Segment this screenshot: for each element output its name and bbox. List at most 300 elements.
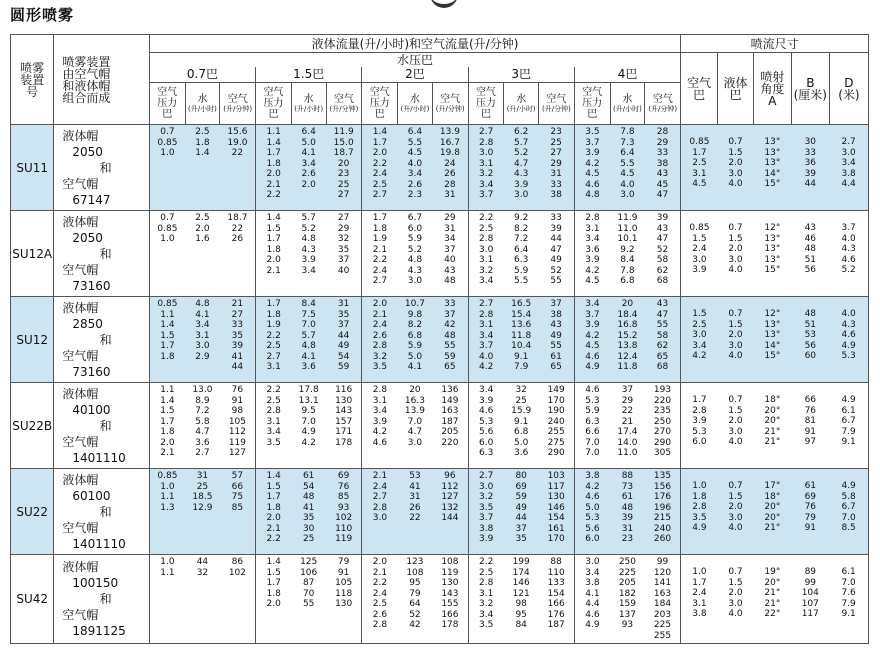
table-cell: 1.7 <box>266 299 281 309</box>
table-cell: 163 <box>653 588 672 599</box>
table-cell: 13.8 <box>617 341 638 351</box>
table-cell: 4.2 <box>479 362 494 372</box>
table-cell: 22 <box>409 513 421 523</box>
table-cell: 4.3 <box>301 244 316 255</box>
table-cell: 29 <box>337 223 350 234</box>
table-cell: 203 <box>653 609 672 620</box>
table-cell: 7.0 <box>841 577 856 588</box>
table-cell: 87 <box>302 578 315 588</box>
table-row <box>11 555 869 644</box>
table-cell: 4.4 <box>841 179 856 189</box>
table-cell: 59 <box>515 492 527 502</box>
table-cell: 56 <box>804 340 817 351</box>
value-column <box>829 555 868 644</box>
table-cell: 6.4 <box>620 148 635 158</box>
table-cell: 58 <box>656 330 669 341</box>
dim-b-header-line: B <box>806 75 815 90</box>
table-cell: 62 <box>656 341 669 351</box>
table-cell: 25 <box>302 534 315 544</box>
table-cell: 6.1 <box>841 405 856 416</box>
table-cell: 161 <box>547 523 565 534</box>
table-cell: 2.7 <box>372 190 388 200</box>
table-cell: 3.9 <box>479 395 494 406</box>
table-cell: 13.1 <box>298 395 319 406</box>
table-cell: 3.9 <box>514 179 529 190</box>
table-cell: 205 <box>441 427 459 437</box>
table-cell: 4.8 <box>195 299 210 309</box>
table-cell: 39 <box>621 513 634 523</box>
value-column <box>468 297 504 383</box>
value-column <box>256 125 292 211</box>
table-cell: 29 <box>656 137 669 148</box>
desc-header <box>54 35 149 125</box>
table-cell: 1.5 <box>692 233 707 244</box>
table-cell: 225 <box>618 567 637 578</box>
table-cell: 35 <box>302 513 315 523</box>
table-cell: 130 <box>547 492 565 502</box>
table-cell: 119 <box>441 567 459 578</box>
value-column <box>432 383 468 469</box>
table-cell: 4.6 <box>841 254 856 265</box>
table-cell: 2.5 <box>692 319 707 330</box>
table-cell: 18° <box>764 491 781 502</box>
table-cell: 6.0 <box>407 223 423 234</box>
table-cell: 3.9 <box>479 534 494 544</box>
table-cell: 21° <box>764 437 781 447</box>
table-cell: 1.7 <box>160 416 175 427</box>
table-cell: 18.5 <box>192 492 213 502</box>
value-column <box>468 211 504 297</box>
table-cell: 7.0 <box>301 320 316 330</box>
value-column <box>645 125 681 211</box>
description-line: 液体帽 <box>62 214 99 229</box>
table-cell: 3.5 <box>479 502 494 513</box>
table-cell: 1.4 <box>266 557 281 567</box>
table-cell: 0.85 <box>689 223 710 233</box>
table-cell: 51 <box>804 254 817 265</box>
table-cell: 4.1 <box>585 588 600 599</box>
table-cell: 97 <box>804 437 817 447</box>
table-cell: 3.4 <box>301 265 316 276</box>
table-cell: 5.2 <box>301 223 316 234</box>
table-cell: 2.8 <box>585 213 600 223</box>
table-cell: 9.2 <box>514 213 529 223</box>
table-cell: 53 <box>409 471 421 481</box>
table-cell: 9.5 <box>301 406 316 416</box>
table-cell: 86 <box>231 557 244 567</box>
table-cell: 1.8 <box>372 223 388 234</box>
table-cell: 1.5 <box>266 481 281 492</box>
table-cell: 2.1 <box>160 448 175 458</box>
table-cell: 69 <box>337 471 350 481</box>
table-cell: 4.0 <box>620 179 635 190</box>
air-pressure-subheader-line: 巴 <box>374 109 385 120</box>
value-column <box>645 297 681 383</box>
table-cell: 43 <box>444 265 456 276</box>
table-cell: 35 <box>515 534 527 544</box>
description-line: 100150 <box>72 576 119 590</box>
table-cell: 16.8 <box>617 320 638 330</box>
dim-d-header-line: (米) <box>838 87 860 102</box>
value-column <box>610 297 645 383</box>
table-cell: 6.8 <box>407 330 423 341</box>
value-column <box>256 555 292 644</box>
table-cell: 1.7 <box>692 147 707 158</box>
table-row <box>11 211 869 297</box>
table-cell: 0.85 <box>157 137 178 148</box>
table-cell: 84 <box>515 620 527 630</box>
table-cell: 3.5 <box>479 620 494 630</box>
value-column <box>829 383 868 469</box>
table-cell: 3.2 <box>479 169 494 179</box>
table-cell: 4.8 <box>301 234 316 244</box>
table-cell: 2.7 <box>266 351 281 362</box>
table-cell: 43 <box>656 299 669 309</box>
value-column <box>681 469 718 555</box>
description-line: 60100 <box>72 488 111 503</box>
table-cell: 1.5 <box>728 319 743 330</box>
table-cell: 8.4 <box>620 255 635 265</box>
table-cell: 4.2 <box>692 351 707 361</box>
value-column <box>220 555 256 644</box>
value-column <box>718 211 754 297</box>
table-cell: 96 <box>444 471 456 481</box>
table-cell: 4.0 <box>728 437 743 447</box>
table-cell: 31 <box>621 523 634 534</box>
table-cell: 16.3 <box>404 395 425 406</box>
table-cell: 6.3 <box>479 448 494 458</box>
airflow-label: 空气 <box>333 93 354 105</box>
table-cell: 12.9 <box>192 502 213 513</box>
table-cell: 3.4 <box>479 609 494 620</box>
table-cell: 2.0 <box>266 255 281 265</box>
value-column <box>645 211 681 297</box>
table-cell: 10.1 <box>617 234 638 244</box>
table-cell: 178 <box>335 437 353 448</box>
table-cell: 91 <box>337 567 350 578</box>
table-cell: 143 <box>441 588 459 599</box>
dim-air-header-line: 空气 <box>687 75 712 90</box>
table-cell: 3.6 <box>301 362 316 372</box>
table-cell: 0.7 <box>728 395 743 405</box>
table-cell: 1.4 <box>372 127 388 137</box>
table-cell: 42 <box>409 620 421 630</box>
assembly-description <box>54 297 149 383</box>
table-cell: 4.9 <box>692 523 707 533</box>
table-cell: 107 <box>801 598 819 609</box>
table-cell: 13.0 <box>192 385 213 395</box>
water-unit: (升/小时) <box>613 104 642 113</box>
table-cell: 0.85 <box>157 299 178 309</box>
value-column <box>468 125 504 211</box>
table-cell: 2.8 <box>692 405 707 416</box>
table-cell: 144 <box>441 513 459 523</box>
table-cell: 130 <box>441 578 459 588</box>
table-cell: 17.8 <box>298 385 319 395</box>
table-cell: 13° <box>764 244 781 254</box>
table-cell: 4.0 <box>728 265 743 275</box>
table-cell: 3.6 <box>585 244 600 255</box>
table-cell: 2.0 <box>728 330 743 340</box>
table-cell: 13.9 <box>404 406 425 416</box>
table-cell: 118 <box>335 588 353 599</box>
value-column <box>539 555 575 644</box>
table-cell: 4.8 <box>407 255 423 265</box>
table-cell: 76 <box>337 481 350 492</box>
table-cell: 4.7 <box>407 427 423 437</box>
description-line: 空气帽 <box>62 434 99 449</box>
table-cell: 21 <box>621 416 634 427</box>
value-column <box>291 469 326 555</box>
table-cell: 290 <box>547 448 565 458</box>
table-cell: 1.7 <box>160 341 175 351</box>
description-line: 液体帽 <box>62 128 99 143</box>
spray-size-header: 喷流尺寸 <box>681 35 869 53</box>
table-cell: 1.5 <box>160 330 175 341</box>
air-pressure-subheader-line: 空气 <box>582 87 603 98</box>
table-cell: 15.6 <box>227 127 248 137</box>
water-label: 水 <box>622 93 633 105</box>
table-cell: 290 <box>653 437 672 448</box>
table-cell: 130 <box>335 395 353 406</box>
table-cell: 39 <box>550 223 562 234</box>
value-column <box>326 469 362 555</box>
table-cell: 1.8 <box>266 244 281 255</box>
table-cell: 2.4 <box>372 169 388 179</box>
table-cell: 1.5 <box>728 147 743 158</box>
value-column <box>791 469 829 555</box>
table-cell: 127 <box>441 492 459 502</box>
table-cell: 105 <box>335 578 353 588</box>
pressure-header: 2巴 <box>362 67 468 83</box>
model-code: SU12A <box>11 211 54 297</box>
value-column <box>681 297 718 383</box>
table-cell: 117 <box>801 609 819 619</box>
value-column <box>326 383 362 469</box>
table-cell: 1.8 <box>266 158 281 169</box>
value-column <box>574 211 610 297</box>
table-cell: 220 <box>441 437 459 448</box>
table-cell: 43 <box>804 223 817 233</box>
table-cell: 2.7 <box>841 137 856 147</box>
table-cell: 156 <box>653 481 672 492</box>
description-line: 和 <box>99 592 112 606</box>
dim-angle-header-line: 喷射 <box>760 69 785 84</box>
table-cell: 1.5 <box>728 233 743 244</box>
model-header-line: 号 <box>26 84 39 99</box>
table-cell: 2.6 <box>372 330 388 341</box>
table-cell: 4.6 <box>841 330 856 340</box>
value-column <box>610 125 645 211</box>
table-cell: 6.8 <box>620 276 635 286</box>
table-cell: 275 <box>547 437 565 448</box>
table-cell: 8.5 <box>841 523 856 533</box>
table-cell: 3.7 <box>841 223 856 233</box>
table-cell: 3.5 <box>372 362 388 372</box>
table-cell: 32 <box>515 385 527 395</box>
value-column <box>681 211 718 297</box>
table-cell: 3.4 <box>479 276 494 286</box>
table-cell: 31 <box>550 169 562 179</box>
table-cell: 88 <box>550 557 562 567</box>
table-cell: 11.0 <box>617 223 638 234</box>
table-cell: 270 <box>653 427 672 437</box>
air-pressure-subheader-line: 空气 <box>263 87 284 98</box>
value-column <box>645 555 681 644</box>
table-cell: 2.4 <box>372 265 388 276</box>
airflow-unit: (升/分钟) <box>435 104 465 113</box>
airflow-unit: (升/分钟) <box>648 104 678 113</box>
table-cell: 5.0 <box>585 502 600 513</box>
description-line: 73160 <box>72 278 111 293</box>
table-cell: 0.85 <box>157 223 178 234</box>
table-cell: 2.2 <box>266 330 281 341</box>
table-cell: 103 <box>547 471 565 481</box>
value-column <box>256 383 292 469</box>
water-flow-subheader <box>610 83 645 125</box>
table-cell: 6.8 <box>514 427 529 437</box>
table-cell: 108 <box>441 557 459 567</box>
value-column <box>185 211 220 297</box>
table-cell: 3.1 <box>479 588 494 599</box>
table-cell: 3.1 <box>266 362 281 372</box>
table-cell: 121 <box>512 588 530 599</box>
table-cell: 135 <box>653 471 672 481</box>
air-pressure-subheader-line: 巴 <box>480 109 491 120</box>
table-cell: 0.7 <box>728 481 743 491</box>
value-column <box>398 297 433 383</box>
table-cell: 76 <box>804 502 817 512</box>
table-cell: 15° <box>764 265 781 275</box>
table-cell: 57 <box>231 471 244 481</box>
table-cell: 4.0 <box>728 351 743 361</box>
table-cell: 65 <box>550 362 562 372</box>
table-cell: 38 <box>550 309 562 320</box>
table-cell: 4.1 <box>195 309 210 320</box>
value-column <box>220 469 256 555</box>
table-cell: 95 <box>515 609 527 620</box>
table-cell: 2.3 <box>407 190 423 200</box>
table-cell: 154 <box>547 513 565 523</box>
table-cell: 91 <box>804 426 817 437</box>
table-cell: 2.2 <box>266 190 281 200</box>
value-column <box>504 211 539 297</box>
table-cell: 31 <box>337 299 350 309</box>
table-cell: 98 <box>515 599 527 609</box>
pressure-header: 1.5巴 <box>256 67 362 83</box>
table-cell: 176 <box>547 609 565 620</box>
table-cell: 110 <box>335 523 353 534</box>
value-column <box>220 297 256 383</box>
value-column <box>504 297 539 383</box>
table-cell: 52 <box>409 609 421 620</box>
table-cell: 2.2 <box>266 534 281 544</box>
table-cell: 7.3 <box>620 137 635 148</box>
model-header <box>11 35 54 125</box>
table-cell: 59 <box>337 362 350 372</box>
table-cell: 22 <box>621 406 634 416</box>
table-cell: 4.5 <box>692 179 707 189</box>
table-cell: 2.4 <box>692 588 707 598</box>
table-cell: 46 <box>804 233 817 244</box>
table-cell: 1.4 <box>266 471 281 481</box>
table-cell: 4.9 <box>585 362 600 372</box>
table-row <box>11 297 869 383</box>
table-cell: 260 <box>653 534 672 544</box>
airflow-label: 空气 <box>227 93 248 105</box>
table-cell: 7.8 <box>620 127 635 137</box>
table-cell: 2.0 <box>160 437 175 448</box>
table-cell: 2.0 <box>728 502 743 512</box>
value-column <box>362 555 398 644</box>
value-column <box>398 469 433 555</box>
table-cell: 1.7 <box>692 577 707 588</box>
table-cell: 1.7 <box>372 213 388 223</box>
table-cell: 3.0 <box>479 244 494 255</box>
description-line: 2850 <box>72 316 103 331</box>
table-cell: 3.4 <box>841 158 856 168</box>
table-cell: 3.0 <box>728 426 743 437</box>
table-cell: 2.0 <box>266 599 281 609</box>
table-cell: 93 <box>621 620 634 630</box>
table-cell: 26 <box>409 502 421 513</box>
water-flow-subheader <box>398 83 433 125</box>
table-cell: 187 <box>441 416 459 427</box>
table-cell: 7.0 <box>585 437 600 448</box>
table-cell: 3.9 <box>585 255 600 265</box>
table-cell: 37 <box>550 299 562 309</box>
table-cell: 37 <box>515 523 527 534</box>
value-column <box>185 297 220 383</box>
value-column <box>398 555 433 644</box>
table-cell: 3.1 <box>479 255 494 265</box>
table-cell: 3.9 <box>585 148 600 158</box>
table-cell: 2.6 <box>372 609 388 620</box>
value-column <box>326 125 362 211</box>
table-cell: 136 <box>441 385 459 395</box>
model-code: SU22 <box>11 469 54 555</box>
value-column <box>256 469 292 555</box>
table-cell: 6.4 <box>407 127 423 137</box>
decorative-arc <box>430 0 458 8</box>
table-cell: 133 <box>547 578 565 588</box>
table-cell: 5.5 <box>620 158 635 169</box>
table-cell: 2.7 <box>372 492 388 502</box>
table-cell: 2.0 <box>728 244 743 254</box>
table-cell: 199 <box>512 557 530 567</box>
table-cell: 41 <box>302 502 315 513</box>
table-cell: 205 <box>618 578 637 588</box>
table-cell: 20° <box>764 512 781 523</box>
table-cell: 0.85 <box>157 471 178 481</box>
table-cell: 1.0 <box>160 557 175 567</box>
description-line: 液体帽 <box>62 560 99 574</box>
table-cell: 2.0 <box>266 513 281 523</box>
table-cell: 9.2 <box>620 244 635 255</box>
table-cell: 215 <box>653 513 672 523</box>
table-cell: 1.6 <box>195 234 210 244</box>
table-cell: 166 <box>547 599 565 609</box>
value-column <box>149 211 185 297</box>
table-cell: 305 <box>653 448 672 458</box>
table-cell: 95 <box>409 578 421 588</box>
table-cell: 3.1 <box>692 168 707 179</box>
table-cell: 2.7 <box>479 471 494 481</box>
table-cell: 1.8 <box>160 351 175 362</box>
table-cell: 3.4 <box>195 320 210 330</box>
table-cell: 5.9 <box>514 265 529 276</box>
table-cell: 31 <box>409 492 421 502</box>
